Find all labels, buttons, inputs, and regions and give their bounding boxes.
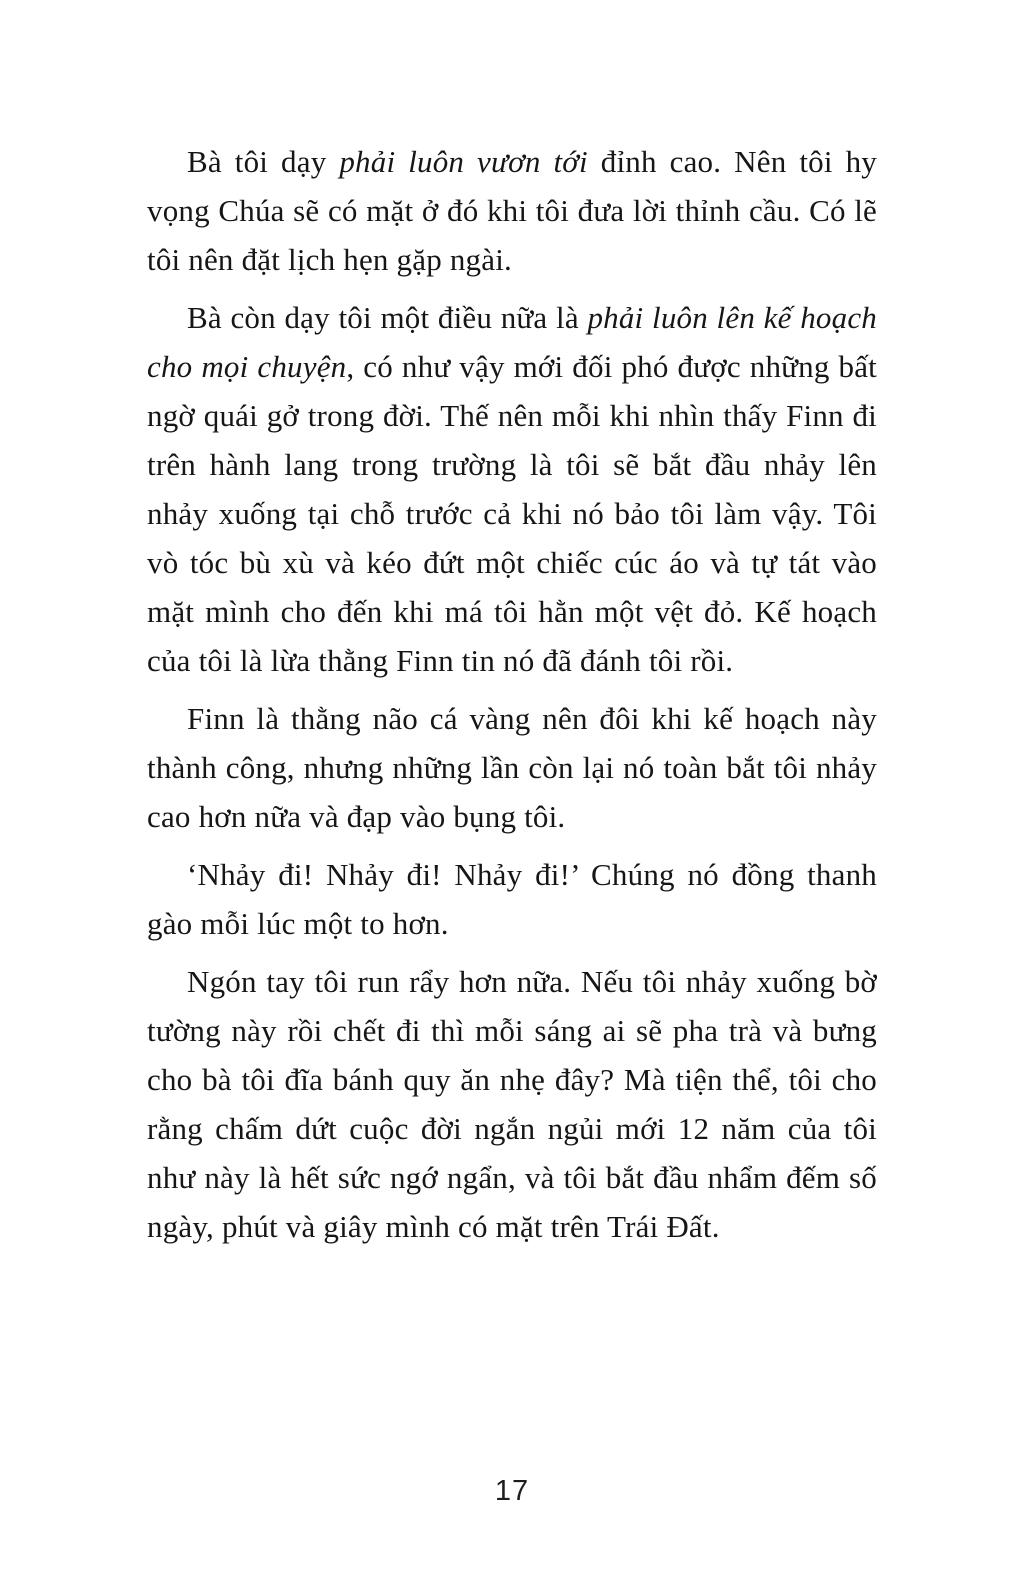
text-segment: ‘Nhảy đi! Nhảy đi! Nhảy đi!’ Chúng nó đồng thanh gào mỗi lúc một to hơn.	[147, 857, 877, 941]
text-segment: Bà còn dạy tôi một điều nữa là	[187, 300, 588, 335]
text-segment: Bà tôi dạy	[187, 144, 340, 179]
paragraph-4	[147, 850, 877, 948]
text-segment: Ngón tay tôi run rẩy hơn nữa. Nếu tôi nhảy xuống bờ tường này rồi chết đi thì mỗi sáng ai sẽ pha trà và bưng cho bà tôi đĩa bánh quy ăn nhẹ đây? Mà tiện thể, tôi cho rằng chấm dứt cuộc đời ngắn ngủi mới 12 năm của tôi như này là hết sức ngớ ngẩn, và tôi bắt đầu nhẩm đếm số ngày, phút và giây mình có mặt trên Trái Đất.	[147, 964, 877, 1244]
text-segment: đỉnh cao. Nên tôi hy vọng Chúa sẽ có mặt ở đó khi tôi đưa lời thỉnh cầu. Có lẽ tôi nên đặt lịch hẹn gặp ngài.	[147, 144, 877, 277]
text-segment: , có như vậy mới đối phó được những bất ngờ quái gở trong đời. Thế nên mỗi khi nhìn thấy Finn đi trên hành lang trong trường là tôi sẽ bắt đầu nhảy lên nhảy xuống tại chỗ trước cả khi nó bảo tôi làm vậy. Tôi vò tóc bù xù và kéo đứt một chiếc cúc áo và tự tát vào mặt mình cho đến khi má tôi hằn một vệt đỏ. Kế hoạch của tôi là lừa thằng Finn tin nó đã đánh tôi rồi.	[147, 349, 877, 678]
paragraph-3	[147, 694, 877, 841]
paragraph-2	[147, 293, 877, 685]
paragraph-1	[147, 137, 877, 284]
italic-text-segment: phải luôn lên kế hoạch cho mọi chuyện	[147, 300, 877, 384]
text-segment: Finn là thằng não cá vàng nên đôi khi kế hoạch này thành công, nhưng những lần còn lại nó toàn bắt tôi nhảy cao hơn nữa và đạp vào bụng tôi.	[147, 701, 877, 834]
text-block	[147, 137, 877, 1251]
italic-text-segment: phải luôn vươn tới	[339, 144, 588, 179]
paragraph-5	[147, 957, 877, 1251]
page-number: 17	[494, 1475, 530, 1507]
